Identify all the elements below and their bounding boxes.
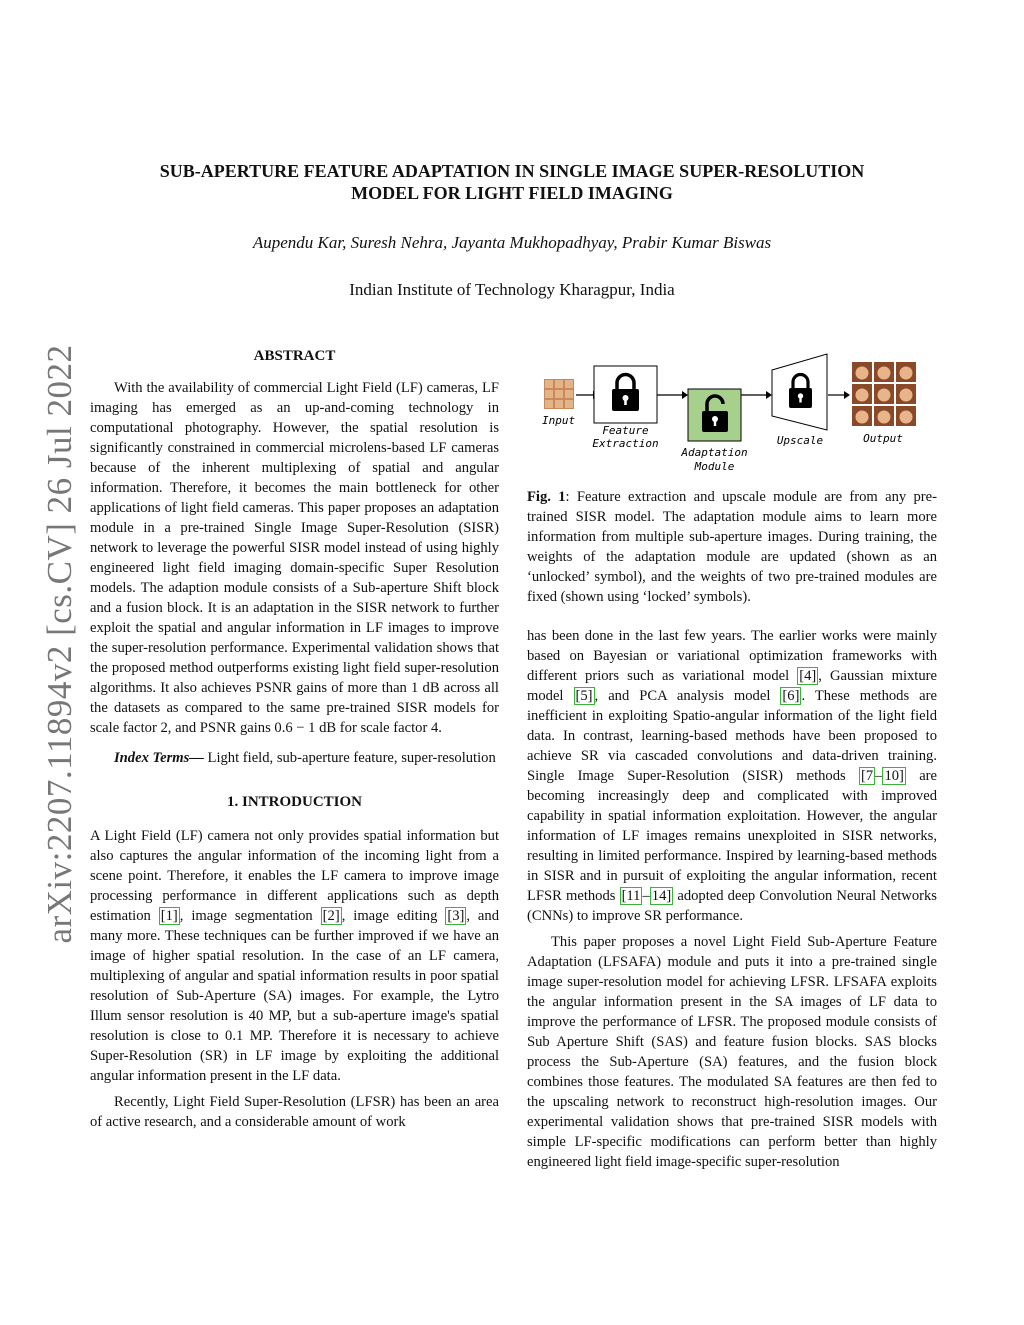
caption-label: Fig. 1 [527, 489, 566, 505]
index-terms [90, 748, 499, 768]
citation-link[interactable]: 10] [884, 768, 904, 784]
text: , image editing [341, 908, 446, 924]
intro-paragraph-2: Recently, Light Field Super-Resolution (LFSR) has been an area of active research, and a considerable amount of work [90, 1094, 499, 1130]
title-line-2: MODEL FOR LIGHT FIELD IMAGING [351, 183, 673, 203]
affiliation: Indian Institute of Technology Kharagpur, India [349, 280, 675, 299]
figure-1-caption [527, 487, 937, 607]
input-label: Input [542, 414, 576, 427]
citation-link[interactable]: [2] [322, 908, 340, 924]
citation-link[interactable]: [3] [447, 908, 465, 924]
arxiv-stamp: arXiv:2207.11894v2 [cs.CV] 26 Jul 2022 [40, 344, 79, 944]
abstract-heading: ABSTRACT [253, 348, 336, 364]
right-paragraph-2: This paper proposes a novel Light Field Sub-Aperture Feature Adaptation (LFSAFA) module and puts it into a pre-trained single image super-resolution model for achieving LFSR. LFSAFA exploits the angular information present in the SA images of LF data to improve the performance of LFSR. The proposed module consists of Sub Aperture Shift (SAS) and feature fusion blocks. SAS blocks process the Sub-Aperture (SA) features, and the fusion block combines those features. The modulated SA features are then fed to the upscaling network to reconstruct high-resolution images. Our experimental validation shows that pre-trained SISR models with simple LF-specific modifications can perform better than highly engineered light field image-specific super-resolution [527, 934, 937, 1170]
intro-paragraph-1 [90, 826, 499, 1086]
text: , Gaussian mixture model [527, 668, 937, 704]
citation-link[interactable]: [7 [860, 768, 874, 784]
citation-link[interactable]: [1] [160, 908, 178, 924]
title-line-1: SUB-APERTURE FEATURE ADAPTATION IN SINGLE IMAGE SUPER-RESOLUTION [159, 161, 865, 181]
output-label: Output [863, 432, 903, 445]
right-column [527, 626, 937, 1172]
adapt-label-1: Adaptation [681, 446, 748, 459]
abstract-text: With the availability of commercial Light Field (LF) cameras, LF imaging has emerged as an up-and-coming technology in computational photography. However, the spatial resolution is significantly constrained in commercial microlens-based LF cameras because of the inherent multiplexing of spatial and angular information. Therefore, it becomes the main bottleneck for other applications of light field cameras. This paper proposes an adaptation module in a pre-trained Single Image Super-Resolution (SISR) network to leverage the powerful SISR model instead of using highly engineered light field imaging domain-specific Super Resolution models. The adaption module consists of a Sub-aperture Shift block and a fusion block. It is an adaptation in the SISR network to further exploit the spatial and angular information in LF images to improve the super-resolution performance. Experimental validation shows that the proposed method outperforms existing light field super-resolution algorithms. It also achieves PSNR gains of more than 1 dB across all the datasets as compared to the same pre-trained SISR models for scale factor 2, and PSNR gains 0.6 − 1 dB for scale factor 4. [90, 380, 499, 736]
output-faces-grid-icon [852, 362, 916, 426]
text: , image segmentation [179, 908, 321, 924]
text: are becoming increasingly deep and complicated with improved capability in spatial information exploitation. However, the angular information of LF images remains unexploited in SISR networks, resulting in limited performance. Inspired by learning-based methods in SISR and in pursuit of exploiting the angular information, recent LFSR methods [527, 768, 938, 904]
right-paragraph-1 [527, 626, 937, 926]
index-terms-text: Light field, sub-aperture feature, super-resolution [203, 750, 496, 766]
text: , and PCA analysis model [594, 688, 781, 704]
figure-1-diagram [527, 352, 937, 477]
citation-link[interactable]: [6] [782, 688, 800, 704]
citation-link[interactable]: 14] [651, 888, 672, 904]
text: – [875, 768, 883, 784]
index-terms-label: Index Terms— [114, 750, 204, 766]
citation-link[interactable]: [11 [621, 888, 641, 904]
text: . These methods are inefficient in exploiting Spatio-angular information of the light field data. In contrast, learning-based methods have been proposed to achieve SR via cascaded convolutions and data-driven training. Single Image Super-Resolution (SISR) methods [527, 688, 937, 784]
text: has been done in the last few years. The earlier works were mainly based on Bayesian or variational optimization frameworks with different priors such as variational model [527, 628, 937, 684]
adapt-label-2: Module [694, 460, 735, 473]
citation-link[interactable]: [4] [799, 668, 817, 684]
text: A Light Field (LF) camera not only provides spatial information but also captures the angular information of the incoming light from a scene point. Therefore, it enables the LF camera to improve image processing performance in different applications such as depth estimation [90, 828, 499, 924]
citation-link[interactable]: [5] [575, 688, 593, 704]
authors: Aupendu Kar, Suresh Nehra, Jayanta Mukhopadhyay, Prabir Kumar Biswas [252, 233, 772, 252]
caption-text: : Feature extraction and upscale module are from any pre-trained SISR model. The adaptation module aims to learn more information from multiple sub-aperture images. During training, the weights of the adaptation module are updated (shown as an ‘unlocked’ symbol), and the weights of two pre-trained modules are fixed (shown using ‘locked’ symbols). [527, 489, 937, 605]
text: – [642, 888, 650, 904]
feature-label-2: Extraction [592, 437, 659, 450]
text: , and many more. These techniques can be further improved if we have an image of higher spatial resolution. In the case of an LF camera, multiplexing of angular and spatial information results in poor spatial resolution of Sub-Aperture (SA) images. For example, the Lytro Illum sensor resolution is 40 MP, but a sub-aperture image's spatial resolution is close to 0.1 MP. Therefore it is necessary to achieve Super-Resolution (SR) in LF image by exploiting the additional angular information present in the LF data. [90, 908, 500, 1084]
intro-heading: 1. INTRODUCTION [226, 794, 362, 810]
left-column [90, 346, 499, 1132]
paper-title [90, 160, 934, 204]
input-grid-icon [544, 379, 574, 409]
upscale-label: Upscale [776, 434, 824, 447]
feature-label-1: Feature [602, 424, 649, 437]
text: adopted deep Convolution Neural Networks (CNNs) to improve SR performance. [527, 888, 937, 924]
